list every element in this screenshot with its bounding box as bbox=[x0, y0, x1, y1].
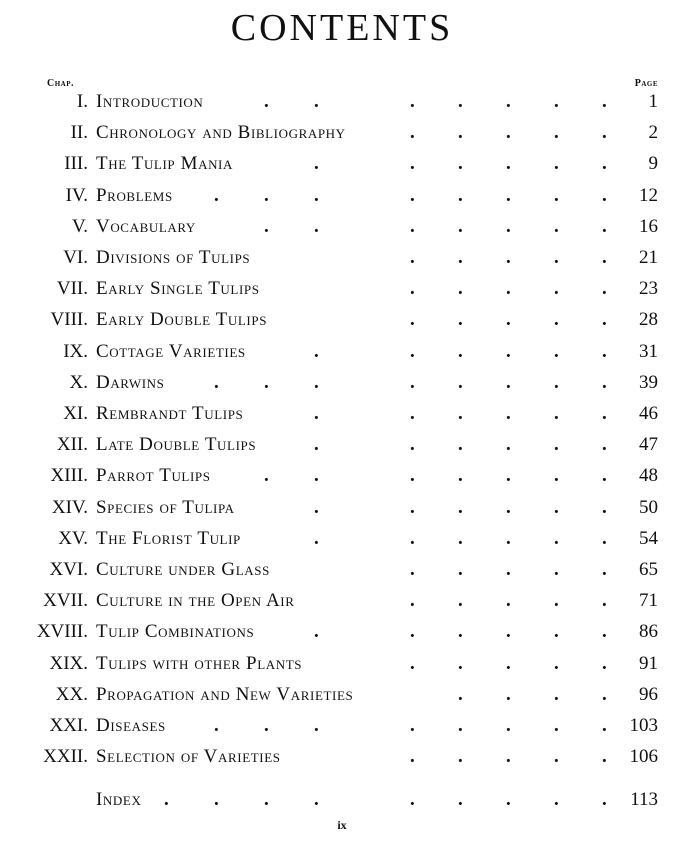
dot-leader: . bbox=[506, 247, 511, 268]
dot-leader: . bbox=[410, 309, 415, 331]
dot-leader: . bbox=[410, 278, 415, 300]
dot-leader: . bbox=[602, 527, 607, 549]
toc-row bbox=[0, 398, 684, 429]
dot-leader: . bbox=[458, 621, 463, 643]
toc-row bbox=[0, 117, 684, 148]
dot-leader: . bbox=[410, 746, 415, 768]
dot-leader: . bbox=[602, 465, 607, 487]
dot-leader: . bbox=[506, 184, 511, 206]
toc-row bbox=[0, 523, 684, 554]
dot-leader: . bbox=[554, 434, 559, 456]
page-number: 91 bbox=[639, 652, 658, 674]
dot-leader: . bbox=[410, 496, 415, 518]
dot-leader: . bbox=[458, 309, 463, 331]
dot-leader: . bbox=[410, 153, 415, 175]
dot-leader: . bbox=[458, 496, 463, 518]
dot-leader: . bbox=[506, 715, 511, 736]
chapter-title: Early Double Tulips bbox=[96, 309, 268, 331]
dot-leader: . bbox=[410, 340, 415, 362]
dot-leader: . bbox=[458, 715, 463, 736]
toc-row bbox=[0, 585, 684, 616]
toc-row bbox=[0, 648, 684, 679]
dot-leader: . bbox=[506, 746, 511, 768]
toc-row bbox=[0, 148, 684, 179]
dot-leader: . bbox=[554, 590, 559, 612]
dot-leader: . bbox=[506, 683, 511, 705]
dot-leader: . bbox=[264, 91, 269, 112]
toc-row bbox=[0, 86, 684, 117]
dot-leader: . bbox=[506, 215, 511, 237]
chapter-title: Chronology and Bibliography bbox=[96, 122, 346, 144]
dot-leader: . bbox=[602, 434, 607, 456]
dot-leader: . bbox=[264, 371, 269, 393]
chapter-title: Parrot Tulips bbox=[96, 465, 211, 487]
toc-row bbox=[0, 679, 684, 710]
dot-leader: . bbox=[314, 715, 319, 736]
dot-leader: . bbox=[410, 434, 415, 456]
chapter-title: Problems bbox=[96, 184, 173, 206]
page-number: 65 bbox=[639, 559, 658, 580]
dot-leader: . bbox=[554, 184, 559, 206]
dot-leader: . bbox=[554, 527, 559, 549]
dot-leader: . bbox=[554, 621, 559, 643]
dot-leader: . bbox=[602, 746, 607, 768]
dot-leader: . bbox=[554, 746, 559, 768]
dot-leader: . bbox=[410, 371, 415, 393]
dot-leader: . bbox=[410, 621, 415, 643]
dot-leader: . bbox=[554, 91, 559, 112]
dot-leader: . bbox=[410, 590, 415, 612]
chapter-number: XVI. bbox=[49, 559, 88, 580]
dot-leader: . bbox=[506, 153, 511, 175]
dot-leader: . bbox=[458, 746, 463, 768]
dot-leader: . bbox=[458, 153, 463, 175]
toc-row bbox=[0, 784, 684, 815]
dot-leader: . bbox=[214, 715, 219, 736]
chapter-number: V. bbox=[71, 215, 88, 237]
dot-leader: . bbox=[458, 559, 463, 580]
page-number: 31 bbox=[639, 340, 658, 362]
toc-row bbox=[0, 273, 684, 304]
dot-leader: . bbox=[554, 403, 559, 424]
dot-leader: . bbox=[410, 91, 415, 112]
dot-leader: . bbox=[458, 683, 463, 705]
dot-leader: . bbox=[602, 621, 607, 643]
dot-leader: . bbox=[554, 465, 559, 487]
dot-leader: . bbox=[602, 590, 607, 612]
chapter-number: XVII. bbox=[43, 590, 88, 612]
dot-leader: . bbox=[602, 403, 607, 424]
chapter-title: Selection of Varieties bbox=[96, 746, 281, 768]
dot-leader: . bbox=[554, 683, 559, 705]
page-number: 28 bbox=[639, 309, 658, 331]
dot-leader: . bbox=[410, 122, 415, 144]
dot-leader: . bbox=[314, 340, 319, 362]
chapter-number: X. bbox=[69, 371, 88, 393]
dot-leader: . bbox=[602, 91, 607, 112]
dot-leader: . bbox=[506, 527, 511, 549]
dot-leader: . bbox=[554, 496, 559, 518]
dot-leader: . bbox=[264, 789, 269, 811]
dot-leader: . bbox=[264, 184, 269, 206]
dot-leader: . bbox=[506, 122, 511, 144]
chapter-title: Index bbox=[96, 789, 142, 811]
chapter-number: XI. bbox=[63, 403, 88, 424]
dot-leader: . bbox=[458, 278, 463, 300]
dot-leader: . bbox=[602, 496, 607, 518]
toc-row bbox=[0, 616, 684, 647]
toc-row bbox=[0, 211, 684, 242]
dot-leader: . bbox=[602, 789, 607, 811]
chapter-title: The Florist Tulip bbox=[96, 527, 241, 549]
dot-leader: . bbox=[410, 559, 415, 580]
chapter-number: XVIII. bbox=[36, 621, 88, 643]
dot-leader: . bbox=[458, 465, 463, 487]
dot-leader: . bbox=[410, 527, 415, 549]
chapter-number: III. bbox=[64, 153, 88, 175]
dot-leader: . bbox=[458, 91, 463, 112]
dot-leader: . bbox=[554, 247, 559, 268]
dot-leader: . bbox=[314, 153, 319, 175]
dot-leader: . bbox=[410, 403, 415, 424]
dot-leader: . bbox=[458, 590, 463, 612]
page-folio: ix bbox=[337, 818, 347, 832]
page-number: 50 bbox=[639, 496, 658, 518]
page-number: 21 bbox=[639, 247, 658, 268]
dot-leader: . bbox=[264, 465, 269, 487]
toc-row bbox=[0, 242, 684, 273]
dot-leader: . bbox=[602, 278, 607, 300]
chapter-title: Culture under Glass bbox=[96, 559, 270, 580]
dot-leader: . bbox=[314, 215, 319, 237]
chap-column-label: Chap. bbox=[47, 78, 74, 89]
chapter-title: Tulips with other Plants bbox=[96, 652, 303, 674]
chapter-title: Early Single Tulips bbox=[96, 278, 260, 300]
page-column-label: Page bbox=[634, 78, 658, 89]
chapter-number: XX. bbox=[55, 683, 88, 705]
dot-leader: . bbox=[602, 153, 607, 175]
dot-leader: . bbox=[554, 309, 559, 331]
dot-leader: . bbox=[458, 789, 463, 811]
dot-leader: . bbox=[314, 496, 319, 518]
dot-leader: . bbox=[314, 621, 319, 643]
dot-leader: . bbox=[264, 715, 269, 736]
page-number: 1 bbox=[648, 91, 658, 112]
toc-row bbox=[0, 554, 684, 585]
dot-leader: . bbox=[214, 184, 219, 206]
dot-leader: . bbox=[410, 184, 415, 206]
dot-leader: . bbox=[314, 184, 319, 206]
page-number: 46 bbox=[639, 403, 658, 424]
dot-leader: . bbox=[506, 309, 511, 331]
dot-leader: . bbox=[314, 465, 319, 487]
dot-leader: . bbox=[410, 715, 415, 736]
dot-leader: . bbox=[458, 184, 463, 206]
chapter-title: Diseases bbox=[96, 715, 166, 736]
page-number: 86 bbox=[639, 621, 658, 643]
dot-leader: . bbox=[410, 215, 415, 237]
dot-leader: . bbox=[314, 403, 319, 424]
chapter-number: XIX. bbox=[49, 652, 88, 674]
chapter-number: II. bbox=[70, 122, 88, 144]
dot-leader: . bbox=[602, 371, 607, 393]
dot-leader: . bbox=[458, 247, 463, 268]
dot-leader: . bbox=[314, 91, 319, 112]
dot-leader: . bbox=[554, 715, 559, 736]
toc-row bbox=[0, 429, 684, 460]
dot-leader: . bbox=[458, 122, 463, 144]
dot-leader: . bbox=[506, 789, 511, 811]
page-number: 106 bbox=[629, 746, 658, 768]
page-number: 16 bbox=[639, 215, 658, 237]
dot-leader: . bbox=[164, 789, 169, 811]
toc-row bbox=[0, 304, 684, 335]
dot-leader: . bbox=[602, 122, 607, 144]
dot-leader: . bbox=[554, 559, 559, 580]
dot-leader: . bbox=[554, 153, 559, 175]
dot-leader: . bbox=[554, 278, 559, 300]
dot-leader: . bbox=[506, 559, 511, 580]
toc-row bbox=[0, 367, 684, 398]
dot-leader: . bbox=[602, 340, 607, 362]
dot-leader: . bbox=[214, 789, 219, 811]
dot-leader: . bbox=[506, 91, 511, 112]
dot-leader: . bbox=[458, 403, 463, 424]
dot-leader: . bbox=[214, 371, 219, 393]
dot-leader: . bbox=[506, 465, 511, 487]
page-number: 47 bbox=[639, 434, 658, 456]
dot-leader: . bbox=[264, 215, 269, 237]
chapter-number: I. bbox=[76, 91, 88, 112]
dot-leader: . bbox=[314, 789, 319, 811]
chapter-title: The Tulip Mania bbox=[96, 153, 233, 175]
dot-leader: . bbox=[602, 683, 607, 705]
dot-leader: . bbox=[554, 652, 559, 674]
page-number: 96 bbox=[639, 683, 658, 705]
page-number: 48 bbox=[639, 465, 658, 487]
dot-leader: . bbox=[602, 652, 607, 674]
dot-leader: . bbox=[458, 527, 463, 549]
dot-leader: . bbox=[458, 371, 463, 393]
dot-leader: . bbox=[506, 403, 511, 424]
toc-row bbox=[0, 336, 684, 367]
dot-leader: . bbox=[506, 621, 511, 643]
chapter-title: Introduction bbox=[96, 91, 204, 112]
toc-row bbox=[0, 741, 684, 772]
chapter-title: Propagation and New Varieties bbox=[96, 683, 354, 705]
page-number: 12 bbox=[639, 184, 658, 206]
dot-leader: . bbox=[458, 652, 463, 674]
chapter-number: VIII. bbox=[50, 309, 88, 331]
chapter-title: Darwins bbox=[96, 371, 165, 393]
chapter-title: Cottage Varieties bbox=[96, 340, 246, 362]
dot-leader: . bbox=[506, 340, 511, 362]
page-number: 113 bbox=[630, 789, 658, 811]
page-number: 23 bbox=[639, 278, 658, 300]
page-number: 39 bbox=[639, 371, 658, 393]
toc-row bbox=[0, 180, 684, 211]
chapter-title: Culture in the Open Air bbox=[96, 590, 295, 612]
dot-leader: . bbox=[410, 247, 415, 268]
dot-leader: . bbox=[314, 434, 319, 456]
dot-leader: . bbox=[410, 465, 415, 487]
dot-leader: . bbox=[554, 215, 559, 237]
dot-leader: . bbox=[458, 340, 463, 362]
toc-row bbox=[0, 492, 684, 523]
chapter-number: XII. bbox=[56, 434, 88, 456]
dot-leader: . bbox=[506, 590, 511, 612]
page-number: 2 bbox=[648, 122, 658, 144]
dot-leader: . bbox=[410, 652, 415, 674]
page-number: 71 bbox=[639, 590, 658, 612]
toc-row bbox=[0, 460, 684, 491]
page-number: 54 bbox=[639, 527, 658, 549]
chapter-title: Species of Tulipa bbox=[96, 496, 235, 518]
toc-row bbox=[0, 710, 684, 741]
dot-leader: . bbox=[314, 527, 319, 549]
dot-leader: . bbox=[458, 434, 463, 456]
dot-leader: . bbox=[602, 715, 607, 736]
dot-leader: . bbox=[506, 371, 511, 393]
chapter-number: XXI. bbox=[49, 715, 88, 736]
dot-leader: . bbox=[602, 184, 607, 206]
chapter-number: IV. bbox=[65, 184, 88, 206]
dot-leader: . bbox=[554, 371, 559, 393]
chapter-number: VI. bbox=[63, 247, 88, 268]
chapter-title: Tulip Combinations bbox=[96, 621, 255, 643]
dot-leader: . bbox=[554, 340, 559, 362]
page-number: 103 bbox=[629, 715, 658, 736]
dot-leader: . bbox=[506, 434, 511, 456]
chapter-title: Rembrandt Tulips bbox=[96, 403, 244, 424]
dot-leader: . bbox=[506, 496, 511, 518]
chapter-title: Divisions of Tulips bbox=[96, 247, 251, 268]
dot-leader: . bbox=[458, 215, 463, 237]
chapter-number: IX. bbox=[63, 340, 88, 362]
dot-leader: . bbox=[602, 309, 607, 331]
chapter-number: XIV. bbox=[51, 496, 88, 518]
chapter-number: XV. bbox=[58, 527, 88, 549]
dot-leader: . bbox=[602, 215, 607, 237]
dot-leader: . bbox=[602, 559, 607, 580]
chapter-number: XIII. bbox=[50, 465, 88, 487]
chapter-number: VII. bbox=[56, 278, 88, 300]
dot-leader: . bbox=[314, 371, 319, 393]
dot-leader: . bbox=[554, 789, 559, 811]
page-number: 9 bbox=[648, 153, 658, 175]
dot-leader: . bbox=[506, 652, 511, 674]
dot-leader: . bbox=[554, 122, 559, 144]
dot-leader: . bbox=[602, 247, 607, 268]
chapter-title: Vocabulary bbox=[96, 215, 196, 237]
page-title: CONTENTS bbox=[230, 7, 454, 49]
dot-leader: . bbox=[410, 789, 415, 811]
chapter-title: Late Double Tulips bbox=[96, 434, 257, 456]
dot-leader: . bbox=[506, 278, 511, 300]
chapter-number: XXII. bbox=[43, 746, 88, 768]
